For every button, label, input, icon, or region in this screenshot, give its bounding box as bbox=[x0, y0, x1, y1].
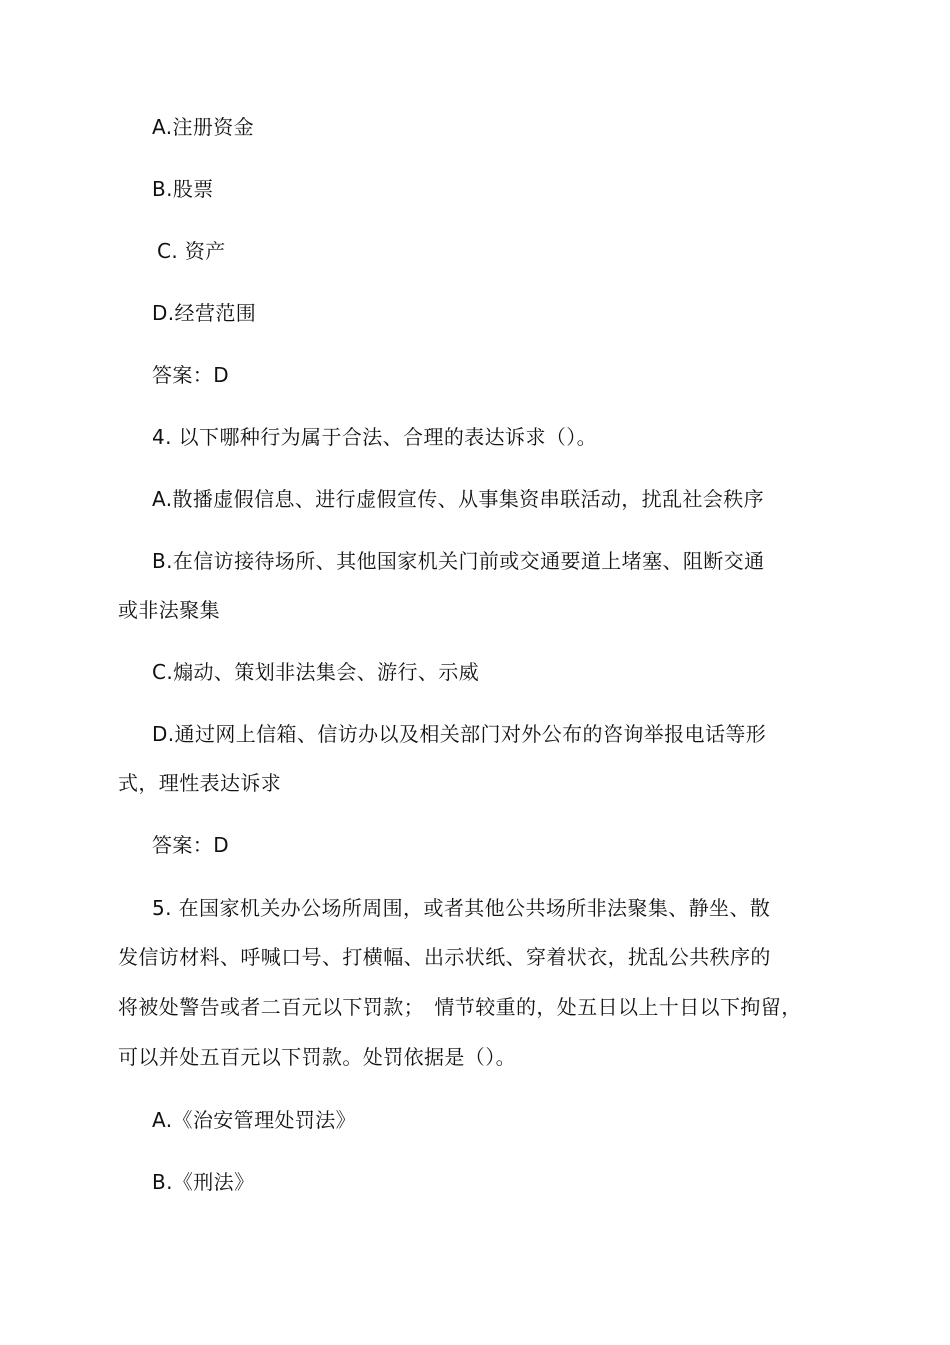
q5-option-a: A.《治安管理处罚法》 bbox=[152, 1108, 357, 1132]
q4-option-d-line1: D.通过网上信箱、信访办以及相关部门对外公布的咨询举报电话等形 bbox=[152, 722, 767, 746]
q3-option-d: D.经营范围 bbox=[152, 301, 257, 325]
q4-option-a: A.散播虚假信息、进行虚假宣传、从事集资串联活动，扰乱社会秩序 bbox=[152, 487, 765, 511]
q3-option-c: C. 资产 bbox=[157, 239, 226, 263]
q5-question-line3: 将被处警告或者二百元以下罚款； 情节较重的，处五日以上十日以下拘留， bbox=[118, 995, 802, 1019]
q4-option-c: C.煽动、策划非法集会、游行、示威 bbox=[152, 660, 480, 684]
q3-answer: 答案：D bbox=[152, 363, 230, 387]
q5-option-b: B.《刑法》 bbox=[152, 1170, 255, 1194]
q5-question-line2: 发信访材料、呼喊口号、打横幅、出示状纸、穿着状衣，扰乱公共秩序的 bbox=[118, 945, 771, 969]
q5-question-line4: 可以并处五百元以下罚款。处罚依据是（）。 bbox=[118, 1045, 516, 1069]
q5-question-line1: 5. 在国家机关办公场所周围，或者其他公共场所非法聚集、静坐、散 bbox=[152, 896, 771, 920]
q4-option-b-line1: B.在信访接待场所、其他国家机关门前或交通要道上堵塞、阻断交通 bbox=[152, 549, 765, 573]
q4-option-b-line2: 或非法聚集 bbox=[118, 598, 220, 622]
q4-answer: 答案：D bbox=[152, 833, 230, 857]
q4-option-d-line2: 式，理性表达诉求 bbox=[118, 771, 282, 795]
q3-option-a: A.注册资金 bbox=[152, 115, 255, 139]
q4-question: 4. 以下哪种行为属于合法、合理的表达诉求（）。 bbox=[152, 425, 598, 449]
q3-option-b: B.股票 bbox=[152, 177, 214, 201]
